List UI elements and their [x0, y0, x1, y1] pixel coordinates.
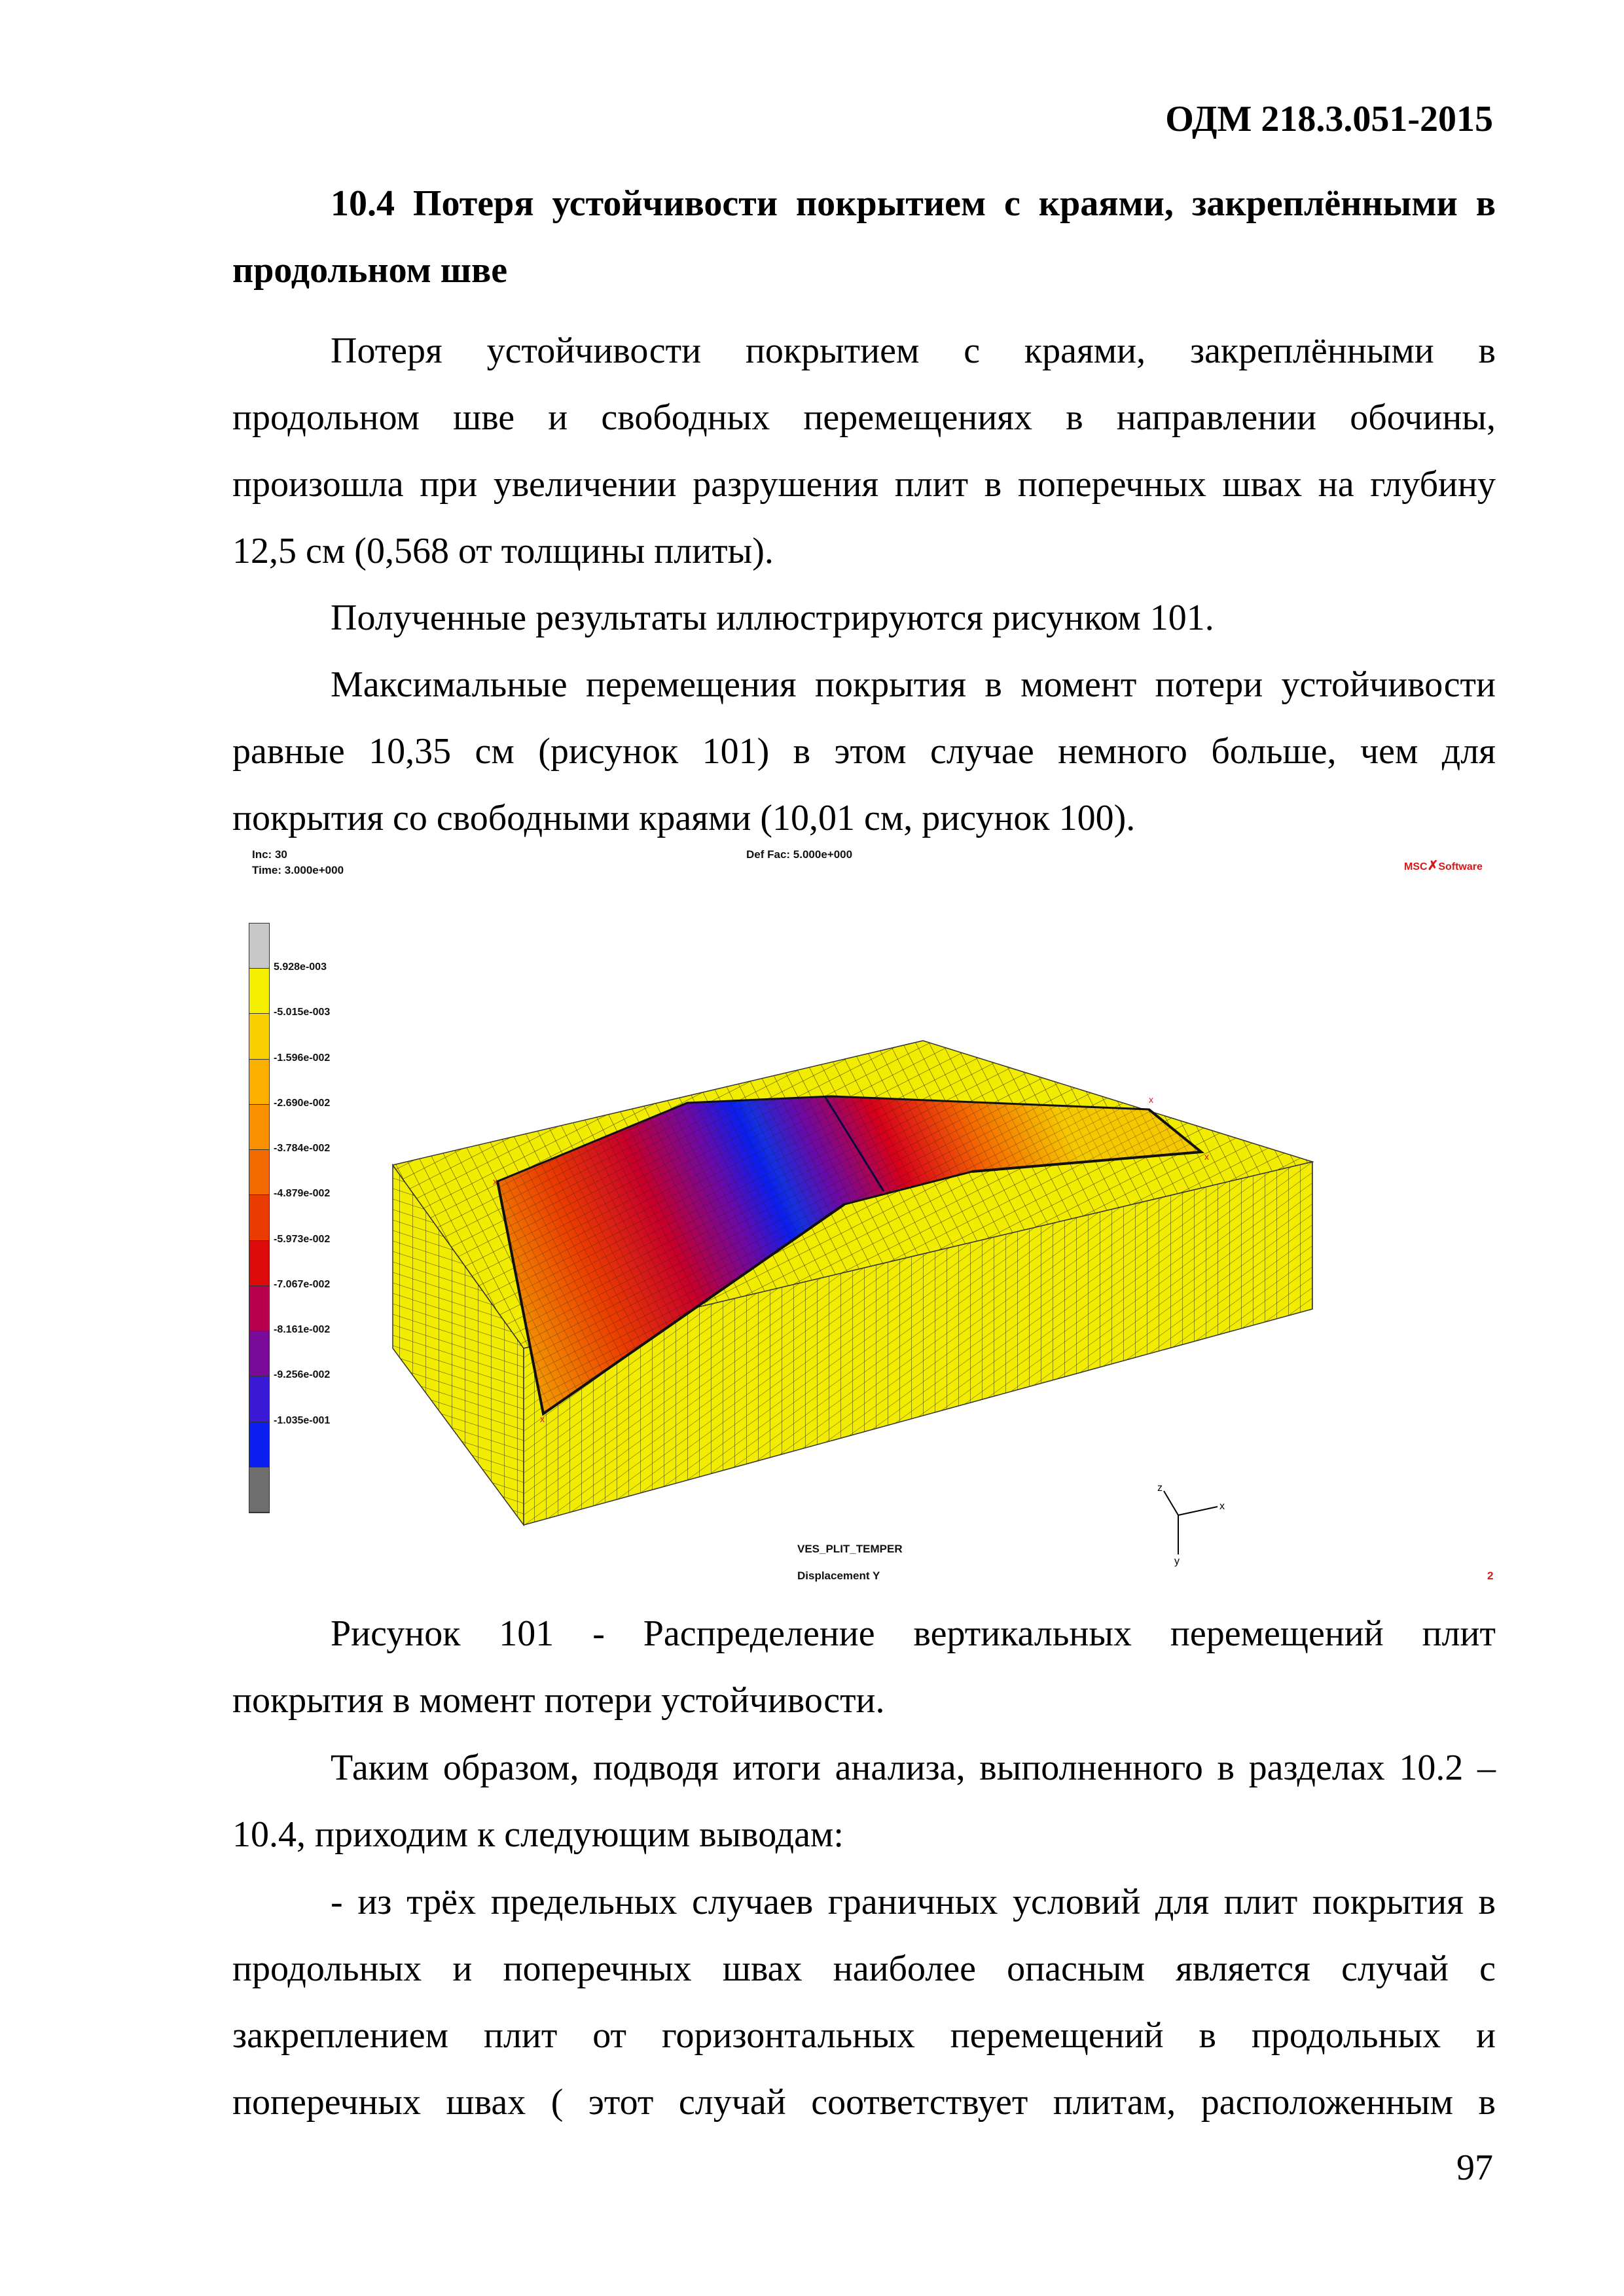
text-line: - из трёх предельных случаев граничных условий для плит покрытия в [331, 1882, 1496, 1922]
legend-value-label: -2.690e-002 [274, 1097, 331, 1109]
axis-x-label: x [1219, 1501, 1225, 1512]
text-line: поперечных швах ( этот случай соответствует плитам, расположенным в [232, 2082, 1496, 2123]
paragraph-conclusion [232, 1869, 1496, 2136]
text-line: продольных и поперечных швах наиболее опасным является случай с [232, 1948, 1496, 1989]
text-line: закреплением плит от горизонтальных перемещений в продольных и [232, 2015, 1496, 2056]
section-title-line2: продольном шве [232, 250, 508, 291]
page-number: 97 [1456, 2147, 1493, 2188]
text-line: Таким образом, подводя итоги анализа, выполненного в разделах 10.2 – [331, 1748, 1496, 1788]
legend-value-label: -8.161e-002 [274, 1324, 331, 1336]
legend-value-label: -4.879e-002 [274, 1188, 331, 1200]
text-line: покрытия со свободными краями (10,01 см, рисунок 100). [232, 798, 1136, 838]
text-line: продольном шве и свободных перемещениях в направлении обочины, [232, 397, 1496, 438]
logo-software-text: Software [1438, 861, 1483, 872]
paragraph-buckling-description [232, 317, 1496, 584]
text-line: Потеря устойчивости покрытием с краями, закреплёнными в [331, 331, 1496, 371]
time-label: Time: 3.000e+000 [252, 864, 344, 876]
logo-swoosh-icon: ✗ [1427, 859, 1439, 873]
section-title [232, 170, 1496, 304]
axis-z-label: z [1157, 1482, 1163, 1494]
legend-value-label: -1.596e-002 [274, 1052, 331, 1064]
paragraph-summary [232, 1734, 1496, 1868]
text-line: Полученные результаты иллюстрируются рисунком 101. [331, 598, 1214, 638]
text-line: покрытия в момент потери устойчивости. [232, 1680, 885, 1721]
legend-value-label: -5.015e-003 [274, 1007, 331, 1018]
fea-figure [216, 838, 1519, 1590]
text-line: Максимальные перемещения покрытия в момент потери устойчивости [331, 664, 1496, 705]
increment-label: Inc: 30 [252, 848, 287, 861]
text-line: 12,5 см (0,568 от толщины плиты). [232, 531, 774, 571]
document-code: ОДМ 218.3.051-2015 [1165, 99, 1493, 139]
axis-y-label: y [1174, 1556, 1180, 1567]
window-id-label: 2 [1487, 1570, 1494, 1582]
svg-text:x: x [1149, 1094, 1153, 1105]
svg-text:x: x [540, 1414, 545, 1424]
legend-value-label: -3.784e-002 [274, 1143, 331, 1155]
axis-triad-icon [1157, 1482, 1225, 1567]
legend-value-label: -9.256e-002 [274, 1369, 331, 1381]
text-line: 10.4, приходим к следующим выводам: [232, 1814, 844, 1855]
paragraph-max-displacement [232, 651, 1496, 852]
section-title-line1: 10.4 Потеря устойчивости покрытием с краями, закреплёнными в [331, 183, 1496, 224]
svg-text:x: x [1204, 1151, 1209, 1162]
paragraph-results-reference [232, 584, 1496, 651]
legend-value-label: 5.928e-003 [274, 961, 327, 973]
logo-msc-text: MSC [1404, 861, 1428, 872]
svg-text:x: x [493, 1176, 497, 1187]
model-name-label: VES_PLIT_TEMPER [797, 1543, 903, 1555]
text-line: произошла при увеличении разрушения плит в поперечных швах на глубину [232, 464, 1496, 505]
text-line: Рисунок 101 - Распределение вертикальных перемещений плит [331, 1613, 1496, 1654]
legend-value-label: -1.035e-001 [274, 1414, 331, 1426]
deformation-factor-label: Def Fac: 5.000e+000 [746, 848, 853, 861]
slab-model-view [216, 838, 1519, 1590]
figure-caption [232, 1600, 1496, 1734]
legend-value-label: -7.067e-002 [274, 1278, 331, 1290]
legend-value-label: -5.973e-002 [274, 1233, 331, 1245]
text-line: равные 10,35 см (рисунок 101) в этом случае немного больше, чем для [232, 731, 1496, 772]
result-name-label: Displacement Y [797, 1570, 880, 1582]
